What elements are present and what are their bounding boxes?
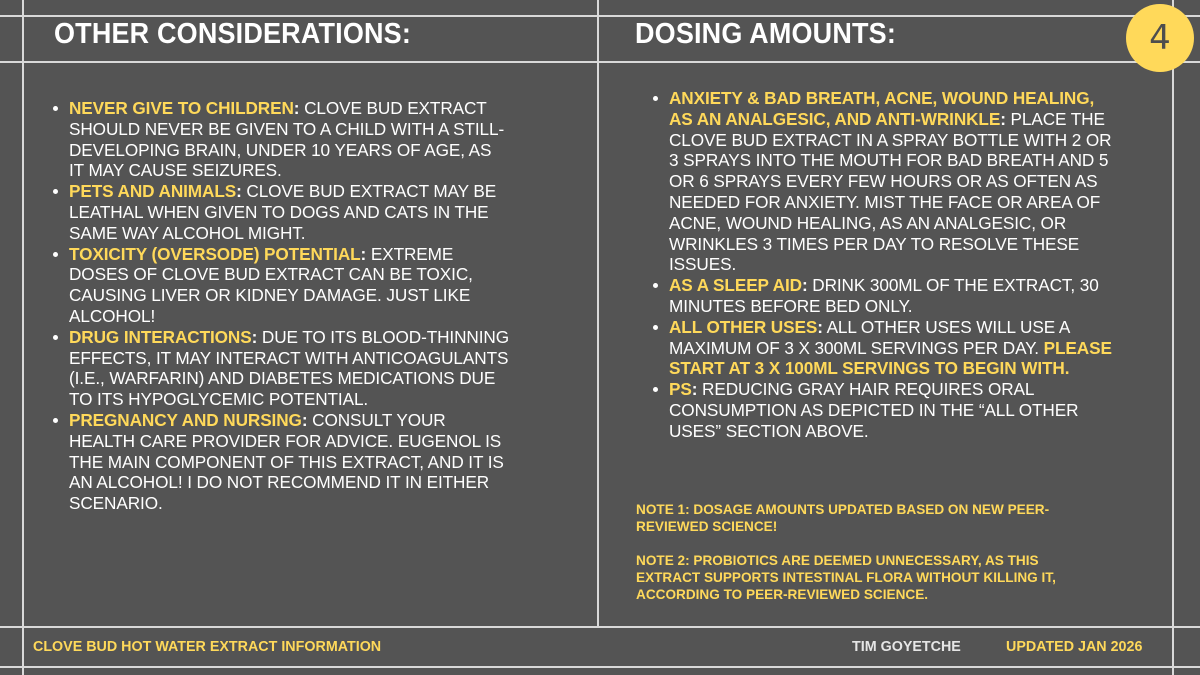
left-heading: OTHER CONSIDERATIONS: (54, 18, 412, 50)
item-label: ANXIETY & BAD BREATH, ACNE, WOUND HEALING, AS AN ANALGESIC, AND ANTI-WRINKLE (669, 88, 1095, 129)
right-heading: DOSING AMOUNTS: (635, 18, 896, 50)
item-label: PS (669, 379, 692, 400)
page-number-badge (1126, 4, 1194, 72)
grid-line-header (0, 61, 1200, 63)
grid-line-center (597, 0, 599, 627)
item-body: DUE TO ITS BLOOD-THINNING EFFECTS, IT MAY INTERACT WITH ANTICOAGULANTS (I.E., WARFARIN) AND DIABETES MEDICATIONS DUE TO ITS HYPOGLYCEMIC POTENTIAL. (69, 326, 509, 410)
item-body: CLOVE BUD EXTRACT SHOULD NEVER BE GIVEN TO A CHILD WITH A STILL-DEVELOPING BRAIN, UNDER 10 YEARS OF AGE, AS IT MAY CAUSE SEIZURES. (69, 98, 505, 181)
item-label: TOXICITY (OVERSODE) POTENTIAL (69, 243, 361, 264)
item-label: NEVER GIVE TO CHILDREN (69, 98, 294, 118)
list-item: TOXICITY (OVERSODE) POTENTIAL: EXTREME DOSES OF CLOVE BUD EXTRACT CAN BE TOXIC, CAUSING LIVER OR KIDNEY DAMAGE. JUST LIKE ALCOHOL! (69, 244, 509, 327)
dosing-list (651, 88, 1119, 442)
list-item: ANXIETY & BAD BREATH, ACNE, WOUND HEALING, AS AN ANALGESIC, AND ANTI-WRINKLE: PLACE THE CLOVE BUD EXTRACT IN A SPRAY BOTTLE WITH 2 OR 3 SPRAYS INTO THE MOUTH FOR BAD BREATH AND 5 OR 6 SPRAYS EVERY FEW HOURS OR AS OFTEN AS NEEDED FOR ANXIETY. MIST THE FACE OR AREA OF ACNE, WOUND HEALING, AS AN ANALGESIC, OR WRINKLES 3 TIMES PER DAY TO RESOLVE THESE ISSUES. (669, 88, 1119, 275)
list-item: PREGNANCY AND NURSING: CONSULT YOUR HEALTH CARE PROVIDER FOR ADVICE. EUGENOL IS THE MAIN COMPONENT OF THIS EXTRACT, AND IT IS AN ALCOHOL! I DO NOT RECOMMEND IT IN EITHER SCENARIO. (69, 410, 509, 514)
item-label: ALL OTHER USES (669, 316, 818, 337)
item-body: ALL OTHER USES WILL USE A MAXIMUM OF 3 X 300ML SERVINGS PER DAY. (669, 316, 1070, 358)
list-item: PS: REDUCING GRAY HAIR REQUIRES ORAL CONSUMPTION AS DEPICTED IN THE “ALL OTHER USES” SECTION ABOVE. (669, 379, 1119, 441)
item-emphasis: PLEASE START AT 3 X 100ML SERVINGS TO BEGIN WITH. (669, 337, 1112, 379)
list-item: PETS AND ANIMALS: CLOVE BUD EXTRACT MAY BE LEATHAL WHEN GIVEN TO DOGS AND CATS IN THE SAME WAY ALCOHOL MIGHT. (69, 181, 509, 243)
grid-line-bottom (0, 666, 1200, 668)
item-body: EXTREME DOSES OF CLOVE BUD EXTRACT CAN BE TOXIC, CAUSING LIVER OR KIDNEY DAMAGE. JUST LIKE ALCOHOL! (69, 243, 473, 326)
item-label: PREGNANCY AND NURSING (69, 409, 302, 430)
considerations-list (51, 98, 509, 514)
item-label: PETS AND ANIMALS (69, 181, 237, 202)
note-2: NOTE 2: PROBIOTICS ARE DEEMED UNNECESSARY, AS THIS EXTRACT SUPPORTS INTESTINAL FLORA WITHOUT KILLING IT, ACCORDING TO PEER-REVIEWED SCIENCE. (636, 553, 1056, 602)
note-1: NOTE 1: DOSAGE AMOUNTS UPDATED BASED ON NEW PEER-REVIEWED SCIENCE! (636, 502, 1050, 534)
list-item: AS A SLEEP AID: DRINK 300ML OF THE EXTRACT, 30 MINUTES BEFORE BED ONLY. (669, 275, 1119, 317)
list-item: DRUG INTERACTIONS: DUE TO ITS BLOOD-THINNING EFFECTS, IT MAY INTERACT WITH ANTICOAGULANTS (I.E., WARFARIN) AND DIABETES MEDICATIONS DUE TO ITS HYPOGLYCEMIC POTENTIAL. (69, 326, 509, 410)
grid-line-left (22, 0, 24, 675)
grid-line-footer-top (0, 626, 1200, 628)
grid-line-right (1172, 0, 1174, 675)
footer-updated: UPDATED JAN 2026 (1006, 639, 1143, 655)
item-body: CLOVE BUD EXTRACT MAY BE LEATHAL WHEN GIVEN TO DOGS AND CATS IN THE SAME WAY ALCOHOL MIGHT. (69, 181, 497, 243)
list-item: NEVER GIVE TO CHILDREN: CLOVE BUD EXTRACT SHOULD NEVER BE GIVEN TO A CHILD WITH A STILL-DEVELOPING BRAIN, UNDER 10 YEARS OF AGE, AS IT MAY CAUSE SEIZURES. (69, 98, 509, 181)
item-body: DRINK 300ML OF THE EXTRACT, 30 MINUTES BEFORE BED ONLY. (669, 275, 1099, 316)
item-body: REDUCING GRAY HAIR REQUIRES ORAL CONSUMPTION AS DEPICTED IN THE “ALL OTHER USES” SECTION ABOVE. (669, 379, 1079, 441)
item-body: CONSULT YOUR HEALTH CARE PROVIDER FOR ADVICE. EUGENOL IS THE MAIN COMPONENT OF THIS EXTRACT, AND IT IS AN ALCOHOL! I DO NOT RECOMMEND IT IN EITHER SCENARIO. (69, 409, 504, 514)
item-label: AS A SLEEP AID (669, 275, 802, 296)
list-item: ALL OTHER USES: ALL OTHER USES WILL USE A MAXIMUM OF 3 X 300ML SERVINGS PER DAY. PLEASE START AT 3 X 100ML SERVINGS TO BEGIN WITH. (669, 317, 1119, 379)
item-label: DRUG INTERACTIONS (69, 326, 252, 347)
grid-line-top (0, 15, 1200, 17)
page-number: 4 (1149, 18, 1171, 58)
item-body: PLACE THE CLOVE BUD EXTRACT IN A SPRAY BOTTLE WITH 2 OR 3 SPRAYS INTO THE MOUTH FOR BAD BREATH AND 5 OR 6 SPRAYS EVERY FEW HOURS OR AS OFTEN AS NEEDED FOR ANXIETY. MIST THE FACE OR AREA OF ACNE, WOUND HEALING, AS AN ANALGESIC, OR WRINKLES 3 TIMES PER DAY TO RESOLVE THESE ISSUES. (669, 108, 1112, 275)
footer-author: TIM GOYETCHE (852, 639, 961, 655)
footer-title: CLOVE BUD HOT WATER EXTRACT INFORMATION (33, 639, 382, 655)
